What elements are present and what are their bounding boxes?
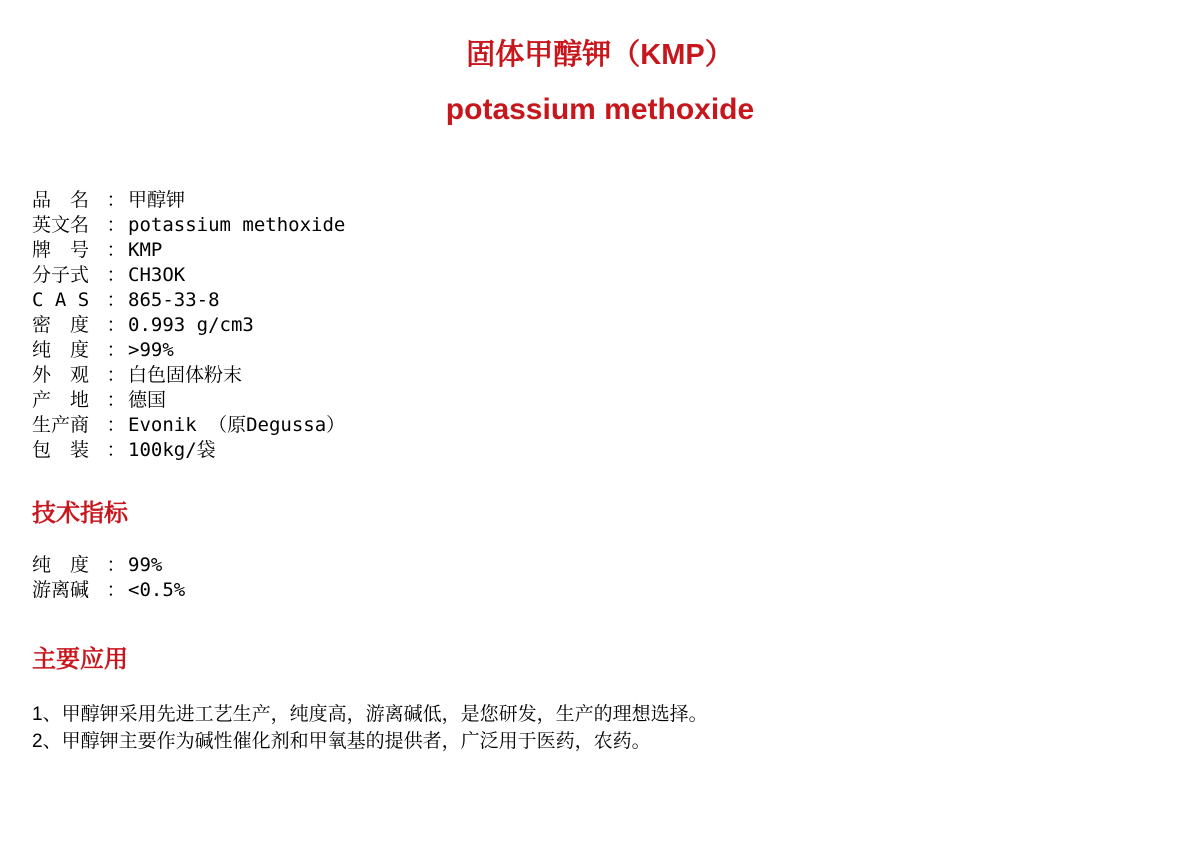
property-value: 白色固体粉末 — [128, 364, 243, 386]
property-row-origin — [32, 388, 1168, 413]
property-value: CH3OK — [128, 264, 186, 286]
spec-row-purity — [32, 553, 1168, 578]
property-colon: ： — [106, 214, 126, 236]
property-colon: ： — [106, 289, 126, 311]
applications-list — [32, 701, 1168, 755]
property-label: C A S — [32, 289, 90, 311]
property-row-formula — [32, 263, 1168, 288]
property-label: 生产商 — [32, 414, 90, 436]
property-row-name — [32, 188, 1168, 213]
property-value: potassium methoxide — [128, 214, 346, 236]
property-colon: ： — [106, 389, 126, 411]
property-row-grade — [32, 238, 1168, 263]
property-label: 外 观 — [32, 364, 90, 386]
spec-colon: ： — [106, 554, 126, 576]
property-value: 865-33-8 — [128, 289, 220, 311]
property-value: 0.993 g/cm3 — [128, 314, 254, 336]
property-value: 德国 — [128, 389, 167, 411]
property-label: 英文名 — [32, 214, 90, 236]
property-row-english-name — [32, 213, 1168, 238]
document-header — [32, 34, 1168, 130]
section-heading-applications: 主要应用 — [32, 646, 128, 673]
property-colon: ： — [106, 414, 126, 436]
spec-value: <0.5% — [128, 579, 186, 601]
property-colon: ： — [106, 364, 126, 386]
property-label: 分子式 — [32, 264, 90, 286]
tech-specs-list — [32, 553, 1168, 603]
property-value: 甲醇钾 — [128, 189, 186, 211]
property-value: >99% — [128, 339, 174, 361]
application-item-1: 1、甲醇钾采用先进工艺生产，纯度高，游离碱低，是您研发，生产的理想选择。 — [32, 704, 708, 725]
property-colon: ： — [106, 264, 126, 286]
property-value: KMP — [128, 239, 163, 261]
property-label: 品 名 — [32, 189, 90, 211]
property-colon: ： — [106, 189, 126, 211]
property-value: Evonik （原Degussa） — [128, 414, 346, 436]
property-row-purity — [32, 338, 1168, 363]
spec-label: 纯 度 — [32, 554, 90, 576]
application-item-2: 2、甲醇钾主要作为碱性催化剂和甲氧基的提供者，广泛用于医药，农药。 — [32, 731, 651, 752]
section-heading-tech-specs: 技术指标 — [32, 500, 128, 527]
property-row-appearance — [32, 363, 1168, 388]
property-colon: ： — [106, 314, 126, 336]
spec-colon: ： — [106, 579, 126, 601]
spec-label: 游离碱 — [32, 579, 90, 601]
spec-value: 99% — [128, 554, 163, 576]
product-properties-list — [32, 188, 1168, 463]
page-title-chinese: 固体甲醇钾（KMP） — [466, 39, 734, 71]
property-row-cas — [32, 288, 1168, 313]
spec-row-free-alkali — [32, 578, 1168, 603]
property-label: 产 地 — [32, 389, 90, 411]
property-label: 牌 号 — [32, 239, 90, 261]
property-value: 100kg/袋 — [128, 439, 216, 461]
property-label: 包 装 — [32, 439, 90, 461]
property-row-packaging — [32, 438, 1168, 463]
page-title-english: potassium methoxide — [445, 93, 755, 126]
property-colon: ： — [106, 239, 126, 261]
property-row-manufacturer — [32, 413, 1168, 438]
property-label: 密 度 — [32, 314, 90, 336]
property-row-density — [32, 313, 1168, 338]
property-colon: ： — [106, 439, 126, 461]
property-label: 纯 度 — [32, 339, 90, 361]
property-colon: ： — [106, 339, 126, 361]
